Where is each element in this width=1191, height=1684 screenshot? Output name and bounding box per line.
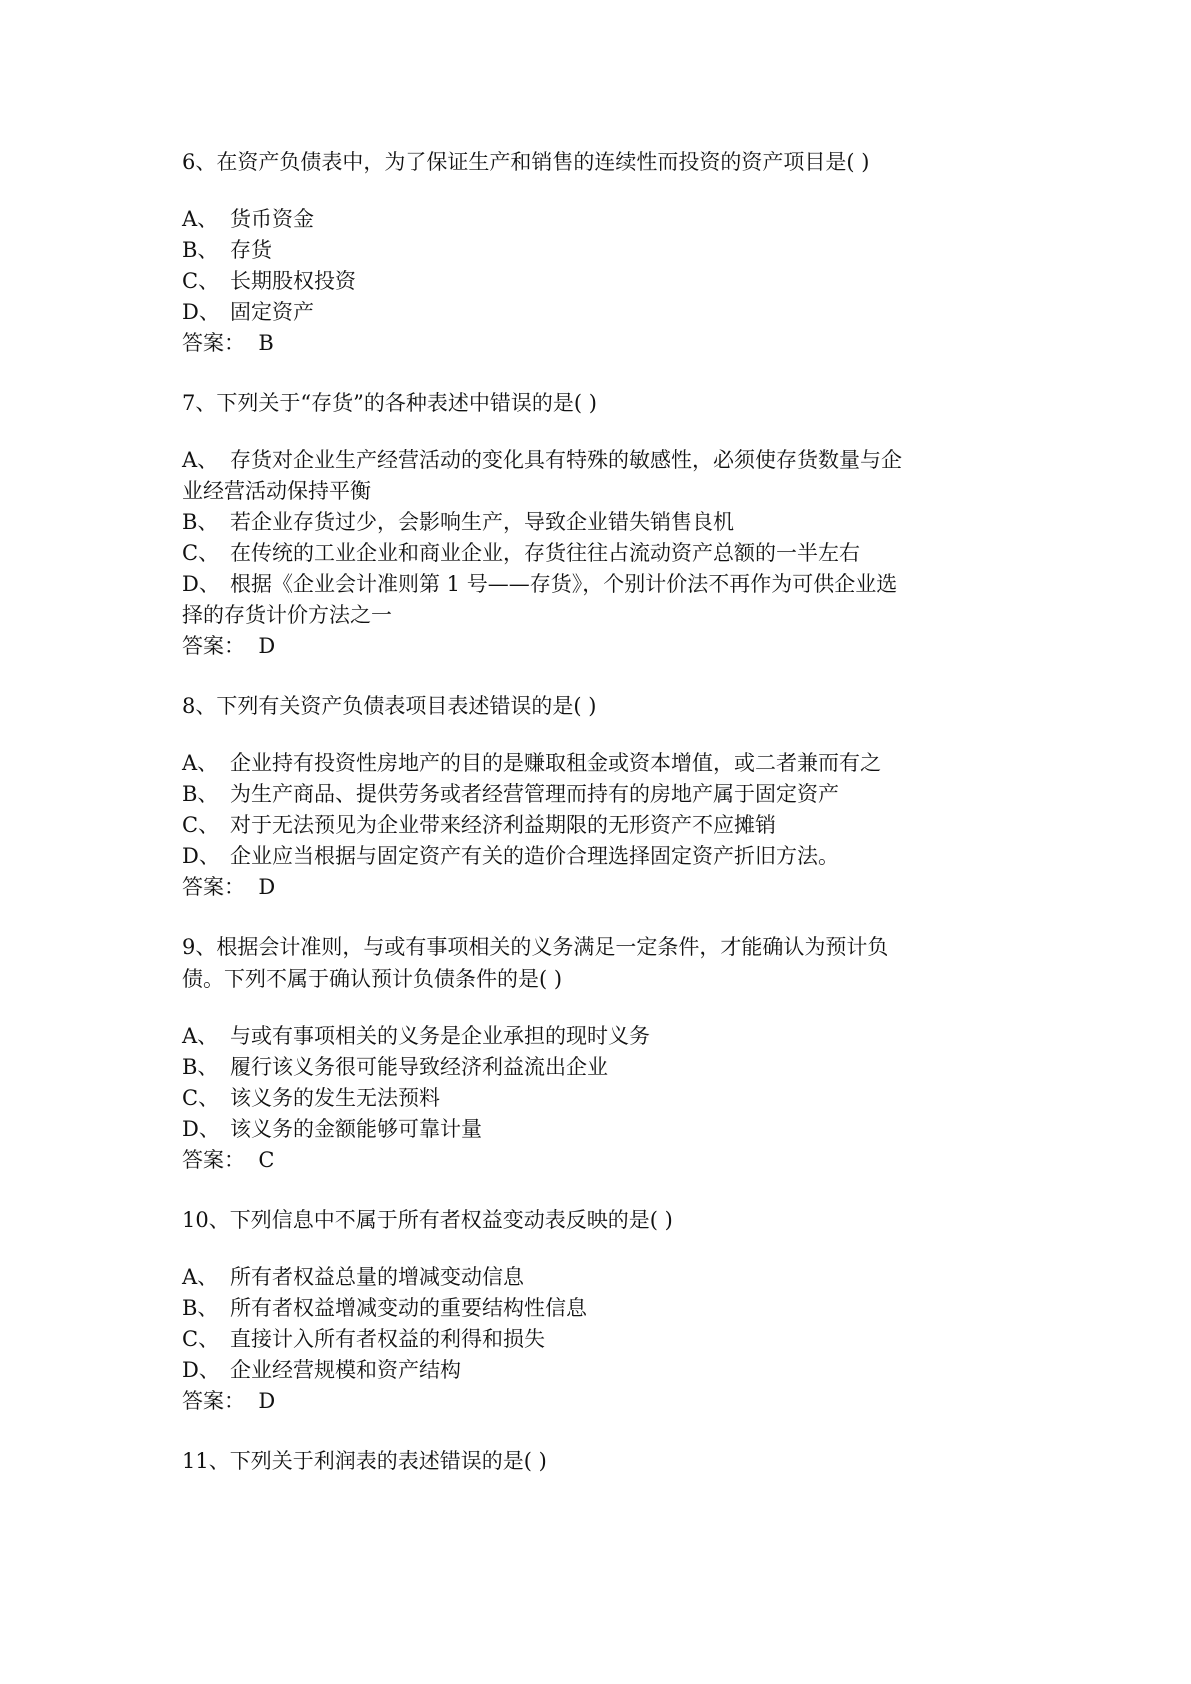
option-list bbox=[182, 204, 1012, 328]
option-text: 货币资金 bbox=[230, 207, 314, 231]
option-text: 所有者权益增减变动的重要结构性信息 bbox=[230, 1296, 587, 1320]
answer-line bbox=[182, 1386, 1012, 1417]
option-b bbox=[182, 1052, 1012, 1083]
option-c bbox=[182, 1324, 1012, 1355]
option-key: B、 bbox=[182, 1296, 219, 1320]
option-key: C、 bbox=[182, 269, 220, 293]
option-key: A、 bbox=[182, 1024, 219, 1048]
answer-value: B bbox=[258, 331, 274, 355]
question-6 bbox=[182, 146, 1012, 359]
option-d bbox=[182, 1355, 1012, 1386]
answer-label: 答案： bbox=[182, 1148, 245, 1172]
document-page bbox=[182, 146, 1012, 1503]
option-c bbox=[182, 538, 1012, 569]
option-a bbox=[182, 1262, 1012, 1293]
answer-value: D bbox=[258, 1389, 276, 1413]
option-text: 存货 bbox=[230, 238, 272, 262]
option-key: D、 bbox=[182, 572, 220, 596]
option-d bbox=[182, 569, 1012, 631]
option-c bbox=[182, 266, 1012, 297]
option-key: A、 bbox=[182, 207, 219, 231]
answer-label: 答案： bbox=[182, 875, 245, 899]
option-text: 企业持有投资性房地产的目的是赚取租金或资本增值，或二者兼而有之 bbox=[230, 751, 881, 775]
question-stem: 10、下列信息中不属于所有者权益变动表反映的是( ) bbox=[182, 1208, 673, 1232]
question-10 bbox=[182, 1204, 1012, 1417]
answer-line bbox=[182, 631, 1012, 662]
option-b bbox=[182, 779, 1012, 810]
option-text: 若企业存货过少，会影响生产，导致企业错失销售良机 bbox=[230, 510, 734, 534]
answer-value: D bbox=[258, 634, 276, 658]
answer-line bbox=[182, 328, 1012, 359]
option-key: D、 bbox=[182, 1358, 220, 1382]
option-text: 为生产商品、提供劳务或者经营管理而持有的房地产属于固定资产 bbox=[230, 782, 839, 806]
option-b bbox=[182, 1293, 1012, 1324]
option-text: 直接计入所有者权益的利得和损失 bbox=[230, 1327, 545, 1351]
option-d bbox=[182, 841, 1012, 872]
question-8 bbox=[182, 690, 1012, 903]
option-continuation: 业经营活动保持平衡 bbox=[182, 479, 371, 503]
answer-label: 答案： bbox=[182, 634, 245, 658]
answer-value: D bbox=[258, 875, 276, 899]
option-text: 存货对企业生产经营活动的变化具有特殊的敏感性，必须使存货数量与企 bbox=[230, 448, 902, 472]
question-9 bbox=[182, 931, 1012, 1176]
question-7 bbox=[182, 387, 1012, 662]
answer-line bbox=[182, 1145, 1012, 1176]
option-key: A、 bbox=[182, 1265, 219, 1289]
option-list bbox=[182, 445, 1012, 631]
option-text: 长期股权投资 bbox=[230, 269, 356, 293]
option-line bbox=[182, 445, 1012, 476]
option-list bbox=[182, 1021, 1012, 1145]
option-text: 根据《企业会计准则第 1 号——存货》，个别计价法不再作为可供企业选 bbox=[230, 572, 898, 596]
option-text: 在传统的工业企业和商业企业，存货往往占流动资产总额的一半左右 bbox=[230, 541, 860, 565]
option-d bbox=[182, 297, 1012, 328]
option-text: 对于无法预见为企业带来经济利益期限的无形资产不应摊销 bbox=[230, 813, 776, 837]
option-list bbox=[182, 748, 1012, 872]
option-text: 企业经营规模和资产结构 bbox=[230, 1358, 461, 1382]
option-key: C、 bbox=[182, 1086, 220, 1110]
option-key: A、 bbox=[182, 448, 219, 472]
question-stem: 9、根据会计准则，与或有事项相关的义务满足一定条件，才能确认为预计负 债。下列不属于确认预计负债条件的是( ) bbox=[182, 935, 889, 991]
question-stem: 8、下列有关资产负债表项目表述错误的是( ) bbox=[182, 694, 597, 718]
option-text: 企业应当根据与固定资产有关的造价合理选择固定资产折旧方法。 bbox=[230, 844, 839, 868]
option-b bbox=[182, 507, 1012, 538]
question-stem: 6、在资产负债表中，为了保证生产和销售的连续性而投资的资产项目是( ) bbox=[182, 150, 870, 174]
option-a bbox=[182, 204, 1012, 235]
option-key: C、 bbox=[182, 813, 220, 837]
option-key: D、 bbox=[182, 844, 220, 868]
option-a bbox=[182, 1021, 1012, 1052]
option-key: A、 bbox=[182, 751, 219, 775]
option-d bbox=[182, 1114, 1012, 1145]
option-key: D、 bbox=[182, 1117, 220, 1141]
option-key: B、 bbox=[182, 238, 219, 262]
answer-line bbox=[182, 872, 1012, 903]
option-c bbox=[182, 1083, 1012, 1114]
question-11 bbox=[182, 1445, 1012, 1477]
question-stem: 7、下列关于“存货”的各种表述中错误的是( ) bbox=[182, 391, 597, 415]
option-a bbox=[182, 445, 1012, 507]
answer-label: 答案： bbox=[182, 331, 245, 355]
option-key: B、 bbox=[182, 782, 219, 806]
option-b bbox=[182, 235, 1012, 266]
option-key: D、 bbox=[182, 300, 220, 324]
option-text: 所有者权益总量的增减变动信息 bbox=[230, 1265, 524, 1289]
option-text: 该义务的金额能够可靠计量 bbox=[230, 1117, 482, 1141]
option-key: B、 bbox=[182, 510, 219, 534]
option-key: C、 bbox=[182, 541, 220, 565]
option-list bbox=[182, 1262, 1012, 1386]
option-key: C、 bbox=[182, 1327, 220, 1351]
option-c bbox=[182, 810, 1012, 841]
option-text: 履行该义务很可能导致经济利益流出企业 bbox=[230, 1055, 608, 1079]
option-continuation: 择的存货计价方法之一 bbox=[182, 603, 392, 627]
option-key: B、 bbox=[182, 1055, 219, 1079]
option-text: 与或有事项相关的义务是企业承担的现时义务 bbox=[230, 1024, 650, 1048]
option-a bbox=[182, 748, 1012, 779]
answer-value: C bbox=[258, 1148, 275, 1172]
option-text: 固定资产 bbox=[230, 300, 314, 324]
question-stem: 11、下列关于利润表的表述错误的是( ) bbox=[182, 1449, 547, 1473]
answer-label: 答案： bbox=[182, 1389, 245, 1413]
option-text: 该义务的发生无法预料 bbox=[230, 1086, 440, 1110]
option-line bbox=[182, 569, 1012, 600]
